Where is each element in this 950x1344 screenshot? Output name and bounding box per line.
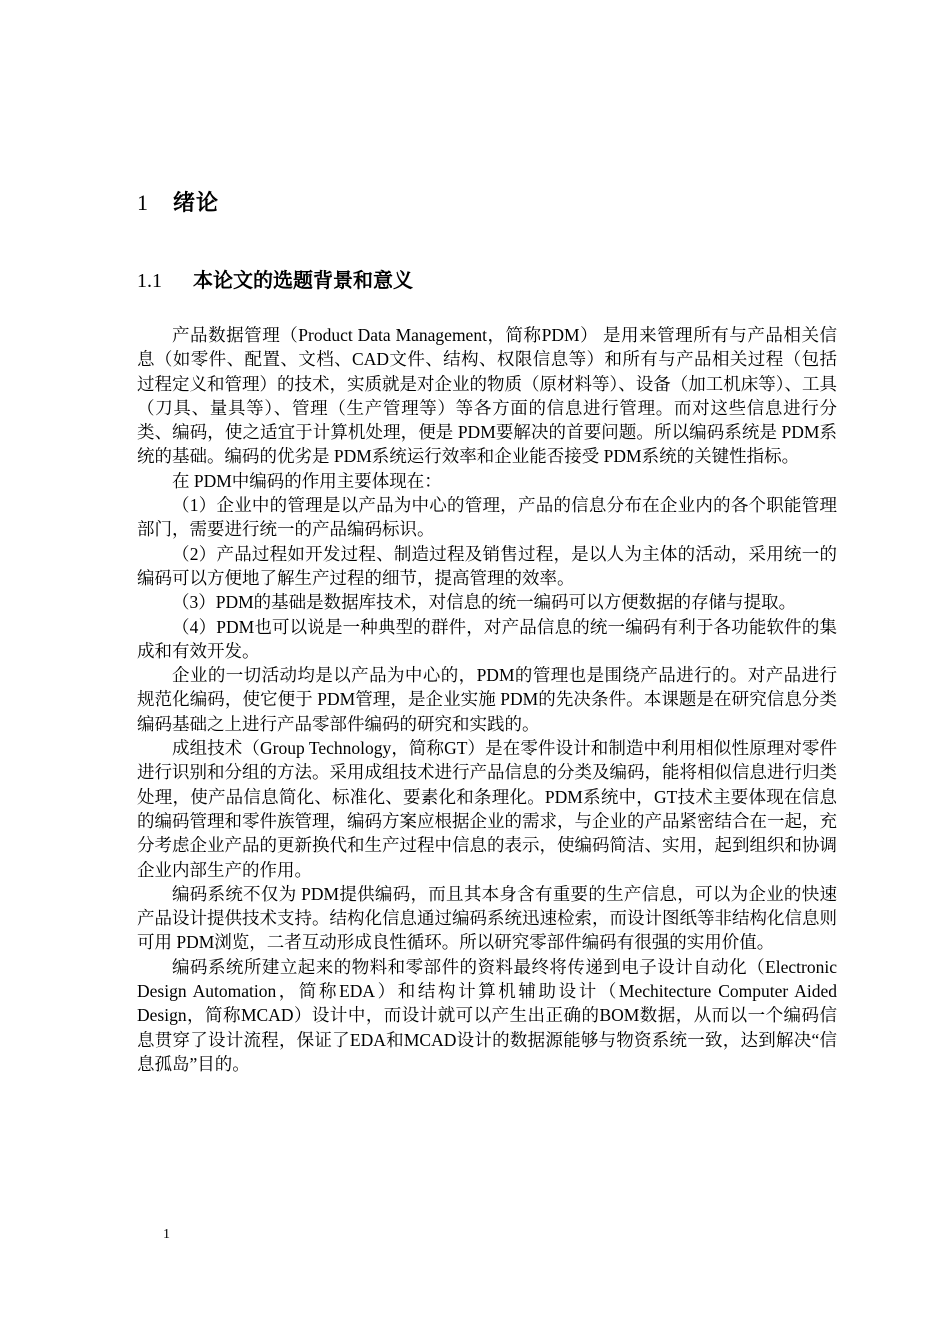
paragraph: 编码系统不仅为 PDM提供编码，而且其本身含有重要的生产信息，可以为企业的快速产品设计提供技术支持。结构化信息通过编码系统迅速检索，而设计图纸等非结构化信息则可用 PDM浏览，二者互动形成良性循环。所以研究零部件编码有很强的实用价值。 xyxy=(137,883,837,953)
section-heading xyxy=(137,265,413,297)
section-number: 1.1 xyxy=(137,270,162,292)
chapter-heading xyxy=(137,186,219,220)
paragraph: 编码系统所建立起来的物料和零部件的资料最终将传递到电子设计自动化（Electronic Design Automation，简称EDA）和结构计算机辅助设计（Mechitecture Computer Aided Design，简称MCAD）设计中，而设计就可以产生出正确的BOM数据，从而以一个编码信息贯穿了设计流程，保证了EDA和MCAD设计的数据源能够与物资系统一致，达到解决“信息孤岛”目的。 xyxy=(137,956,837,1074)
paragraph: 产品数据管理（Product Data Management，简称PDM） 是用来管理所有与产品相关信息（如零件、配置、文档、CAD文件、结构、权限信息等）和所有与产品相关过程（包括过程定义和管理）的技术，实质就是对企业的物质（原材料等）、设备（加工机床等）、工具（刀具、量具等）、管理（生产管理等）等各方面的信息进行管理。而对这些信息进行分类、编码，使之适宜于计算机处理，便是 PDM要解决的首要问题。所以编码系统是 PDM系统的基础。编码的优劣是 PDM系统运行效率和企业能否接受 PDM系统的关键性指标。 xyxy=(137,325,837,467)
body-text xyxy=(137,323,837,1076)
paragraph: （2）产品过程如开发过程、制造过程及销售过程，是以人为主体的活动，采用统一的编码可以方便地了解生产过程的细节，提高管理的效率。 xyxy=(137,543,837,588)
chapter-title: 绪论 xyxy=(173,190,220,215)
paragraph: 成组技术（Group Technology，简称GT）是在零件设计和制造中利用相似性原理对零件进行识别和分组的方法。采用成组技术进行产品信息的分类及编码，能将相似信息进行归类处理，使产品信息简化、标准化、要素化和条理化。PDM系统中，GT技术主要体现在信息的编码管理和零件族管理，编码方案应根据企业的需求，与企业的产品紧密结合在一起，充分考虑企业产品的更新换代和生产过程中信息的表示，使编码简洁、实用，起到组织和协调企业内部生产的作用。 xyxy=(137,738,837,880)
paragraph: 企业的一切活动均是以产品为中心的，PDM的管理也是围绕产品进行的。对产品进行规范化编码，使它便于 PDM管理，是企业实施 PDM的先决条件。本课题是在研究信息分类编码基础之上进行产品零部件编码的研究和实践的。 xyxy=(137,665,837,734)
paragraph: （3）PDM的基础是数据库技术，对信息的统一编码可以方便数据的存储与提取。 xyxy=(172,592,797,613)
paragraph: 在 PDM中编码的作用主要体现在： xyxy=(172,470,442,491)
paragraph: （1）企业中的管理是以产品为中心的管理，产品的信息分布在企业内的各个职能管理部门，需要进行统一的产品编码标识。 xyxy=(137,495,837,540)
paragraph: （4）PDM也可以说是一种典型的群件，对产品信息的统一编码有利于各功能软件的集成和有效开发。 xyxy=(137,616,837,661)
page-number: 1 xyxy=(163,1227,170,1242)
section-title: 本论文的选题背景和意义 xyxy=(193,270,413,292)
chapter-number: 1 xyxy=(137,190,149,215)
